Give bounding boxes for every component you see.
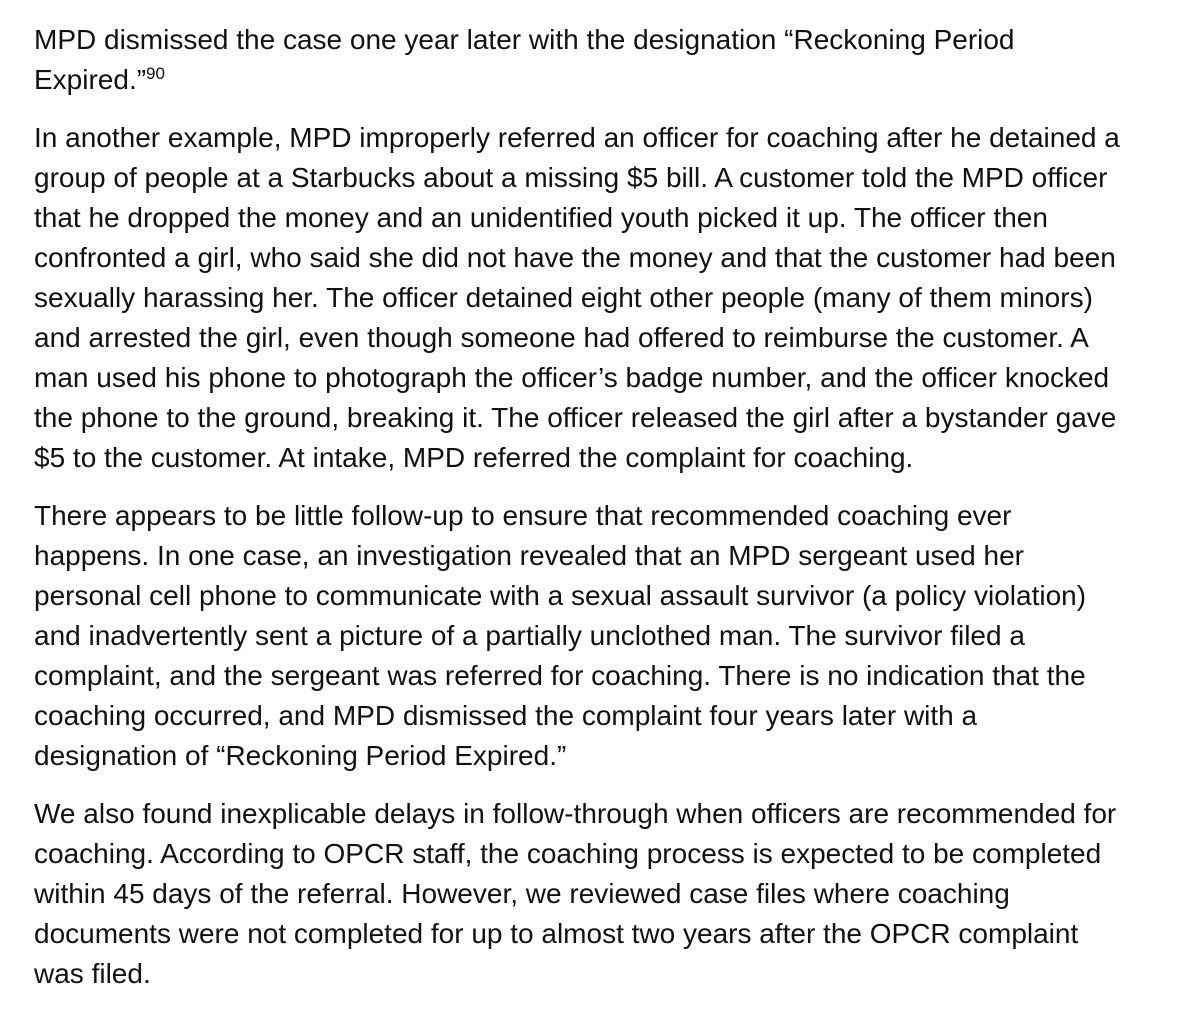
footnote-marker[interactable]: 90: [146, 64, 165, 83]
text-line: was filed.: [34, 958, 151, 989]
paragraph-2: [34, 118, 1176, 478]
text-line: and inadvertently sent a picture of a partially unclothed man. The survivor filed a: [34, 620, 1025, 651]
text-line: In another example, MPD improperly referred an officer for coaching after he detained a: [34, 122, 1120, 153]
text-line: happens. In one case, an investigation revealed that an MPD sergeant used her: [34, 540, 1024, 571]
text-line: within 45 days of the referral. However, we reviewed case files where coaching: [34, 878, 1010, 909]
text-line: We also found inexplicable delays in follow-through when officers are recommended for: [34, 798, 1117, 829]
text-line: and arrested the girl, even though someone had offered to reimburse the customer. A: [34, 322, 1089, 353]
text-line: MPD dismissed the case one year later with the designation “Reckoning Period: [34, 24, 1015, 55]
text-line: documents were not completed for up to almost two years after the OPCR complaint: [34, 918, 1079, 949]
paragraph-4: [34, 794, 1176, 994]
text-line: There appears to be little follow-up to ensure that recommended coaching ever: [34, 500, 1012, 531]
text-line: [34, 60, 1176, 100]
text-line: coaching. According to OPCR staff, the coaching process is expected to be completed: [34, 838, 1102, 869]
text-line: man used his phone to photograph the officer’s badge number, and the officer knocked: [34, 362, 1110, 393]
text-line: designation of “Reckoning Period Expired.”: [34, 740, 567, 771]
text-line: group of people at a Starbucks about a missing $5 bill. A customer told the MPD officer: [34, 162, 1108, 193]
text-line: confronted a girl, who said she did not have the money and that the customer had been: [34, 242, 1116, 273]
text-line-content: Expired.”: [34, 64, 147, 95]
text-line: sexually harassing her. The officer detained eight other people (many of them minors): [34, 282, 1093, 313]
paragraph-1: [34, 20, 1176, 100]
text-line: coaching occurred, and MPD dismissed the complaint four years later with a: [34, 700, 978, 731]
text-line: $5 to the customer. At intake, MPD referred the complaint for coaching.: [34, 442, 914, 473]
text-line: the phone to the ground, breaking it. The officer released the girl after a bystander gave: [34, 402, 1117, 433]
text-line: complaint, and the sergeant was referred for coaching. There is no indication that the: [34, 660, 1086, 691]
text-line: that he dropped the money and an unidentified youth picked it up. The officer then: [34, 202, 1048, 233]
text-line: personal cell phone to communicate with a sexual assault survivor (a policy violation): [34, 580, 1087, 611]
paragraph-3: [34, 496, 1176, 776]
